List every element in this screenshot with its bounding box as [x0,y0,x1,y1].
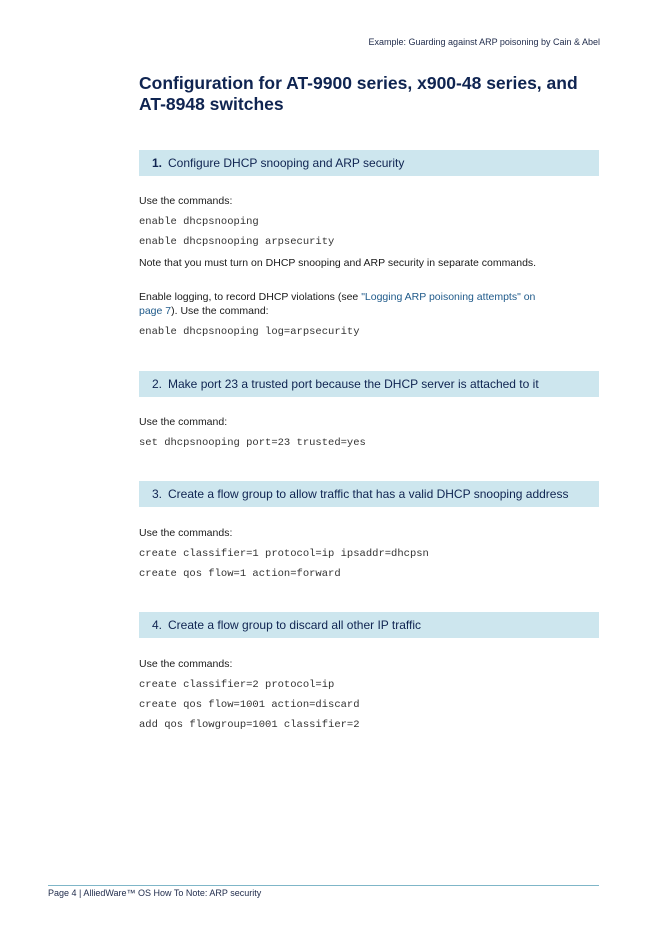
step-2-heading [139,371,599,397]
step-1-note: Note that you must turn on DHCP snooping and ARP security in separate commands. [139,257,537,269]
step-2-label: Make port 23 a trusted port because the DHCP server is attached to it [168,377,539,391]
step-1-number: 1. [152,156,163,170]
step-3-number: 3. [152,487,163,501]
logging-link-line-1[interactable]: "Logging ARP poisoning attempts" on [361,291,536,303]
step-4-command-1: create classifier=2 protocol=ip [139,679,335,691]
step-2-command-1: set dhcpsnooping port=23 trusted=yes [139,437,366,449]
step-3-command-1: create classifier=1 protocol=ip ipsaddr=dhcpsn [139,548,429,560]
step-3-label: Create a flow group to allow traffic that has a valid DHCP snooping address [168,487,569,501]
page-title [139,73,609,115]
step-4-number: 4. [152,618,163,632]
step-1-intro: Use the commands: [139,195,233,207]
step-3-command-2: create qos flow=1 action=forward [139,568,341,580]
page-title-line-1: Configuration for AT-9900 series, x900-48 series, and [139,73,578,93]
step-2-intro: Use the command: [139,416,228,428]
step-1-heading [139,150,599,176]
step-4-heading [139,612,599,638]
logging-text-before: Enable logging, to record DHCP violations (see [139,291,362,303]
step-2-number: 2. [152,377,163,391]
page-footer: Page 4 | AlliedWare™ OS How To Note: ARP security [48,888,262,898]
step-4-command-3: add qos flowgroup=1001 classifier=2 [139,719,360,731]
step-3-intro: Use the commands: [139,527,233,539]
step-1-command-1: enable dhcpsnooping [139,216,259,228]
step-1-command-2: enable dhcpsnooping arpsecurity [139,236,335,248]
step-4-intro: Use the commands: [139,658,233,670]
logging-link-line-2[interactable]: page 7 [139,305,172,317]
step-1-label: Configure DHCP snooping and ARP security [168,156,405,170]
step-1-logging-command: enable dhcpsnooping log=arpsecurity [139,326,360,338]
footer-divider [48,885,599,886]
logging-text-after: ). Use the command: [171,305,269,317]
step-4-command-2: create qos flow=1001 action=discard [139,699,360,711]
step-1-logging-text [139,290,599,318]
step-4-label: Create a flow group to discard all other IP traffic [168,618,422,632]
step-3-heading [139,481,599,507]
running-header: Example: Guarding against ARP poisoning by Cain & Abel [368,37,600,47]
page-title-line-2: AT-8948 switches [139,94,284,114]
